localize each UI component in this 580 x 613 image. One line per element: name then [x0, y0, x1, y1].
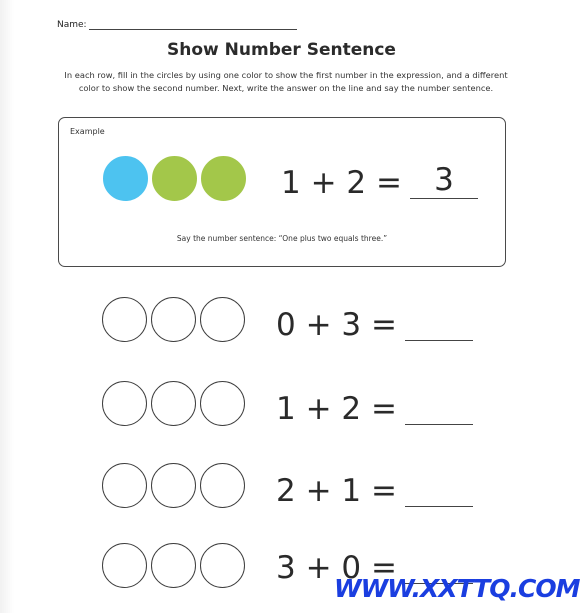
fill-circle[interactable]	[151, 297, 196, 342]
fill-circle[interactable]	[102, 463, 147, 508]
row-1-circle-group	[102, 297, 245, 342]
row-2-answer-line[interactable]	[405, 394, 473, 425]
row-4-equation-text: 3 + 0 =	[276, 550, 397, 586]
row-1-equation	[276, 307, 473, 343]
row-1-answer-line[interactable]	[405, 310, 473, 341]
example-circle-green	[201, 156, 246, 201]
example-circle-group	[103, 156, 246, 201]
row-4-circle-group	[102, 543, 245, 588]
page-edge-shadow	[0, 0, 14, 613]
fill-circle[interactable]	[200, 297, 245, 342]
example-circle-blue	[103, 156, 148, 201]
fill-circle[interactable]	[200, 463, 245, 508]
example-label: Example	[70, 127, 105, 136]
example-answer-value: 3	[434, 162, 454, 198]
fill-circle[interactable]	[151, 381, 196, 426]
fill-circle[interactable]	[200, 381, 245, 426]
worksheet-title: Show Number Sentence	[167, 40, 396, 60]
row-3-equation	[276, 473, 473, 509]
name-label: Name:	[57, 20, 87, 30]
watermark-text: WWW.XXTTQ.COM	[334, 574, 580, 603]
row-3-circle-group	[102, 463, 245, 508]
fill-circle[interactable]	[151, 543, 196, 588]
example-equation-text: 1 + 2 =	[281, 165, 402, 201]
fill-circle[interactable]	[102, 543, 147, 588]
row-3-answer-line[interactable]	[405, 476, 473, 507]
example-equation	[281, 162, 478, 201]
example-answer-line	[410, 162, 478, 199]
fill-circle[interactable]	[200, 543, 245, 588]
row-2-circle-group	[102, 381, 245, 426]
fill-circle[interactable]	[151, 463, 196, 508]
fill-circle[interactable]	[102, 381, 147, 426]
instructions-text: In each row, fill in the circles by using one color to show the first number in the expression, and a different color to show the second number. Next, write the answer on the line and say the number sentence.	[64, 70, 508, 93]
row-2-equation	[276, 391, 473, 427]
row-3-equation-text: 2 + 1 =	[276, 473, 397, 509]
name-write-line	[89, 19, 297, 30]
fill-circle[interactable]	[102, 297, 147, 342]
example-circle-green	[152, 156, 197, 201]
row-1-equation-text: 0 + 3 =	[276, 307, 397, 343]
name-field-row	[57, 16, 297, 30]
example-note: Say the number sentence: “One plus two equals three.”	[176, 234, 388, 243]
example-box	[58, 117, 506, 267]
row-2-equation-text: 1 + 2 =	[276, 391, 397, 427]
